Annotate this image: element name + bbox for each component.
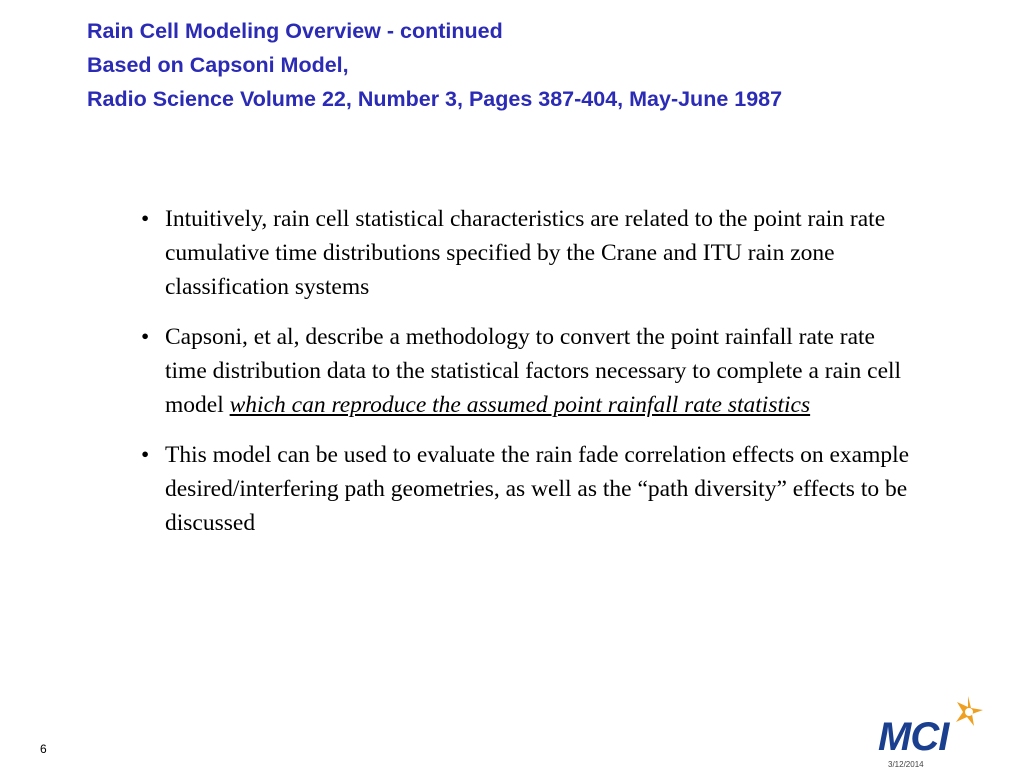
bullet-emphasis: which can reproduce the assumed point rainfall rate statistics bbox=[229, 392, 811, 418]
logo-text: MCI bbox=[878, 715, 949, 754]
page-number: 6 bbox=[40, 742, 47, 756]
bullet-list bbox=[140, 202, 920, 556]
bullet-text: Intuitively, rain cell statistical characteristics are related to the point rain rate cumulative time distributions specified by the Crane and ITU rain zone classification systems bbox=[165, 206, 886, 300]
title-line-3: Radio Science Volume 22, Number 3, Pages 387-404, May-June 1987 bbox=[87, 87, 783, 111]
star-icon bbox=[956, 696, 983, 726]
bullet-dot-icon: • bbox=[141, 206, 150, 232]
bullet-text: Capsoni, et al, describe a methodology to convert the point rainfall rate rate time distribution data to the statistical factors necessary to complete a rain cell model bbox=[165, 324, 902, 418]
bullet-text: This model can be used to evaluate the rain fade correlation effects on example desired/interfering path geometries, as well as the “path diversity” effects to be discussed bbox=[165, 442, 910, 536]
slide-date: 3/12/2014 bbox=[888, 760, 924, 769]
bullet-item bbox=[140, 202, 920, 304]
bullet-dot-icon: • bbox=[141, 442, 150, 468]
mci-logo bbox=[876, 690, 988, 754]
title-line-1: Rain Cell Modeling Overview - continued bbox=[87, 19, 503, 43]
title-line-2: Based on Capsoni Model, bbox=[87, 53, 349, 77]
bullet-item bbox=[140, 320, 920, 422]
bullet-dot-icon: • bbox=[141, 324, 150, 350]
bullet-item bbox=[140, 438, 920, 540]
slide-title bbox=[87, 14, 987, 116]
